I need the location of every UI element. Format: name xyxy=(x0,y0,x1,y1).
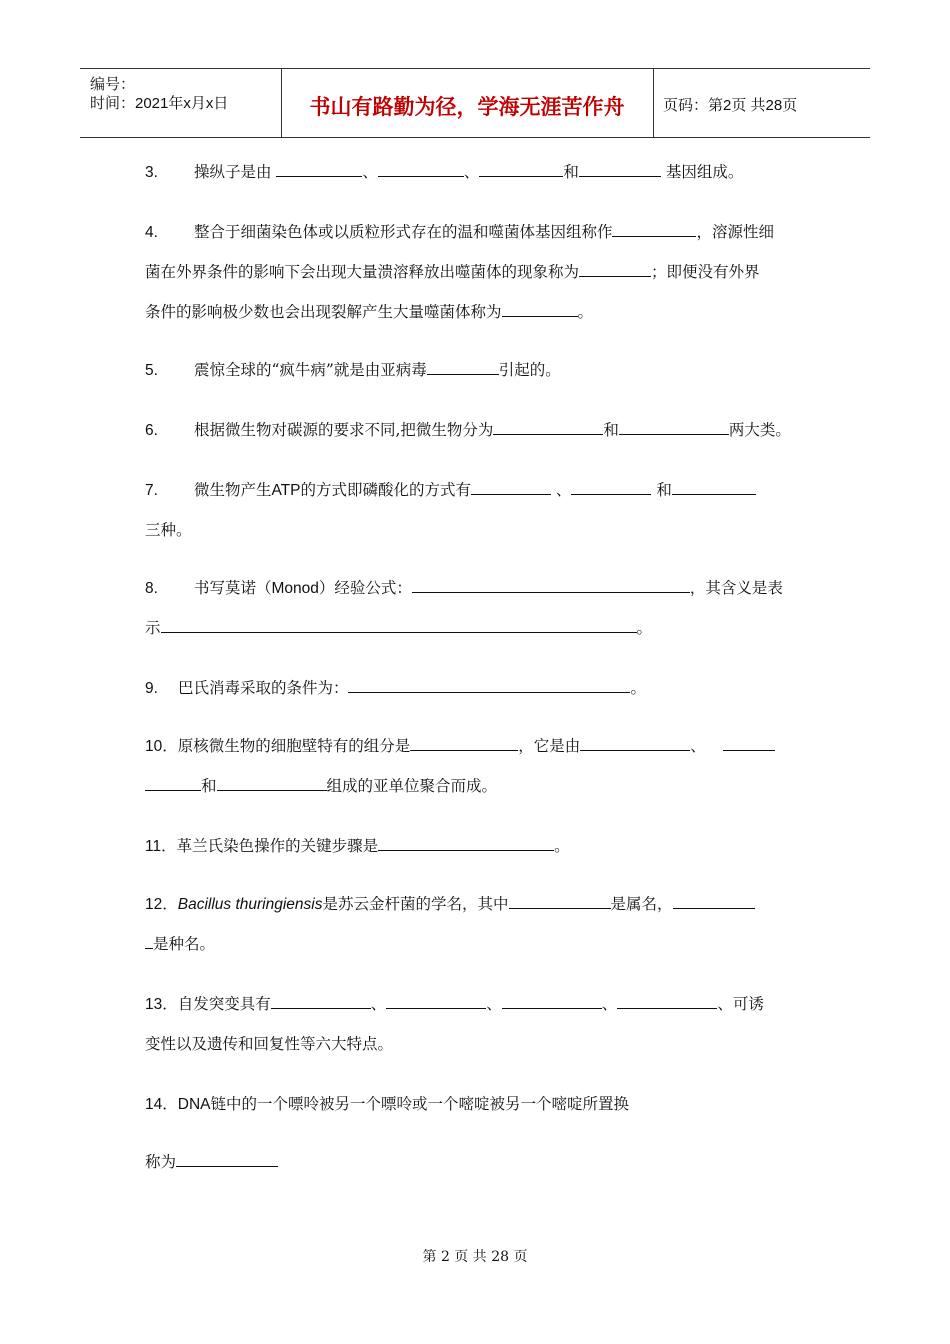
question-text: 称为 xyxy=(145,1153,177,1171)
header-left-cell xyxy=(80,69,282,137)
answer-blank[interactable] xyxy=(145,776,201,791)
conjunction: 和 xyxy=(201,777,217,795)
latin-name: Bacillus thuringiensis xyxy=(177,896,323,913)
answer-blank[interactable] xyxy=(579,162,661,177)
question-text: 两大类。 xyxy=(728,421,791,439)
question-10-line-1 xyxy=(145,736,775,757)
question-13-line-2 xyxy=(145,1034,393,1054)
question-text: 链中的一个嘌呤被另一个嘌呤或一个嘧啶被另一个嘧啶所置换 xyxy=(210,1095,629,1113)
answer-blank[interactable] xyxy=(161,618,637,633)
question-text: 条件的影响极少数也会出现裂解产生大量噬菌体称为 xyxy=(145,303,502,321)
question-text: 变性以及遗传和回复性等六大特点。 xyxy=(145,1035,394,1053)
answer-blank[interactable] xyxy=(612,222,696,237)
question-text: 是苏云金杆菌的学名，其中 xyxy=(322,895,509,913)
question-number: 11． xyxy=(145,838,177,855)
separator: 、 xyxy=(486,995,502,1013)
answer-blank[interactable] xyxy=(579,262,651,277)
answer-blank[interactable] xyxy=(386,994,486,1009)
conjunction: 和 xyxy=(563,163,579,181)
answer-blank[interactable] xyxy=(580,736,690,751)
question-text: ）经验公式： xyxy=(318,579,412,597)
question-text: 革兰氏染色操作的关键步骤是 xyxy=(176,837,379,855)
separator: 、 xyxy=(690,737,706,755)
question-11 xyxy=(145,836,570,857)
question-text: ，其含义是表 xyxy=(689,579,783,597)
question-10-line-2 xyxy=(145,776,497,796)
question-text: 震惊全球的“疯牛病”就是由亚病毒 xyxy=(193,361,427,379)
serial-label: 编号： xyxy=(90,76,136,93)
question-number: 14． xyxy=(145,1096,178,1113)
answer-blank[interactable] xyxy=(571,480,651,495)
answer-blank[interactable] xyxy=(509,894,611,909)
question-text: 组成的亚单位聚合而成。 xyxy=(326,777,498,795)
question-text: 巴氏消毒采取的条件为： xyxy=(177,679,349,697)
separator: 、 xyxy=(362,163,378,181)
question-3 xyxy=(145,162,743,183)
question-text: ，溶源性细 xyxy=(696,223,774,241)
term-monod: Monod xyxy=(271,580,319,597)
question-number: 6. xyxy=(145,422,158,439)
question-text: 三种。 xyxy=(145,521,192,539)
question-number: 7. xyxy=(145,482,158,499)
answer-blank[interactable] xyxy=(276,162,362,177)
question-text: 的方式即磷酸化的方式有 xyxy=(300,481,471,499)
answer-blank[interactable] xyxy=(493,420,603,435)
question-4-line-1 xyxy=(145,222,774,243)
question-number: 13． xyxy=(145,996,178,1013)
question-number: 10． xyxy=(145,738,178,755)
question-number: 8. xyxy=(145,580,158,597)
answer-blank[interactable] xyxy=(723,736,775,751)
header-motto-cell xyxy=(281,69,654,137)
question-text: 、可诱 xyxy=(717,995,764,1013)
question-7-line-2 xyxy=(145,520,192,540)
answer-blank[interactable] xyxy=(427,360,499,375)
answer-blank[interactable] xyxy=(412,578,690,593)
question-13-line-1 xyxy=(145,994,764,1015)
question-5 xyxy=(145,360,561,381)
page-info: 页码：第2页 共28页 xyxy=(663,97,798,114)
question-8-line-2 xyxy=(145,618,652,638)
question-text: 自发突变具有 xyxy=(177,995,271,1013)
question-14-line-1 xyxy=(145,1094,629,1115)
question-6 xyxy=(145,420,791,441)
question-text: 菌在外界条件的影响下会出现大量溃溶释放出噬菌体的现象称为 xyxy=(145,263,580,281)
answer-blank[interactable] xyxy=(176,1152,278,1167)
question-number: 12． xyxy=(145,896,178,913)
question-text: 是属名， xyxy=(610,895,673,913)
answer-blank[interactable] xyxy=(145,934,153,949)
answer-blank[interactable] xyxy=(378,162,464,177)
answer-blank[interactable] xyxy=(619,420,729,435)
question-text: 原核微生物的细胞壁特有的组分是 xyxy=(177,737,411,755)
question-text-end: 基因组成。 xyxy=(665,163,744,181)
separator: 、 xyxy=(601,995,618,1013)
question-number: 4. xyxy=(145,224,158,241)
answer-blank[interactable] xyxy=(217,776,327,791)
answer-blank[interactable] xyxy=(672,480,756,495)
question-number: 5. xyxy=(145,362,158,379)
question-14-line-2 xyxy=(145,1152,278,1172)
question-text: 书写莫诺（ xyxy=(193,579,272,597)
answer-blank[interactable] xyxy=(471,480,551,495)
page-footer: 第 2 页 共 28 页 xyxy=(422,1249,528,1265)
question-text: 。 xyxy=(577,303,594,321)
separator: 、 xyxy=(555,481,572,499)
question-text: ；即便没有外界 xyxy=(651,263,760,281)
question-text: 。 xyxy=(554,837,570,855)
term-atp: ATP xyxy=(271,482,301,499)
header-page-cell xyxy=(653,69,870,137)
question-7-line-1 xyxy=(145,480,756,501)
answer-blank[interactable] xyxy=(502,302,578,317)
answer-blank[interactable] xyxy=(502,994,602,1009)
question-text: 根据微生物对碳源的要求不同,把微生物分为 xyxy=(193,421,494,439)
conjunction: 和 xyxy=(656,481,672,499)
answer-blank[interactable] xyxy=(378,836,554,851)
answer-blank[interactable] xyxy=(410,736,518,751)
term-dna: DNA xyxy=(177,1096,211,1113)
question-4-line-2 xyxy=(145,262,760,282)
answer-blank[interactable] xyxy=(479,162,563,177)
question-text: 是种名。 xyxy=(153,935,216,953)
question-text: 微生物产生 xyxy=(193,481,272,499)
question-4-line-3 xyxy=(145,302,593,322)
question-text: 操纵子是由 xyxy=(193,163,272,181)
question-number: 9. xyxy=(145,680,158,697)
question-9 xyxy=(145,678,646,699)
conjunction: 和 xyxy=(603,421,619,439)
question-text: 。 xyxy=(636,619,653,637)
page-header xyxy=(80,68,870,138)
answer-blank[interactable] xyxy=(271,994,371,1009)
question-text: 整合于细菌染色体或以质粒形式存在的温和噬菌体基因组称作 xyxy=(193,223,613,241)
question-text: ，它是由 xyxy=(518,737,581,755)
answer-blank[interactable] xyxy=(617,994,717,1009)
answer-blank[interactable] xyxy=(673,894,755,909)
separator: 、 xyxy=(370,995,387,1013)
question-text: 示 xyxy=(145,619,161,637)
question-number: 3. xyxy=(145,164,158,181)
answer-blank[interactable] xyxy=(348,678,630,693)
motto: 书山有路勤为径，学海无涯苦作舟 xyxy=(309,95,625,119)
time-label: 时间：2021年x月x日 xyxy=(90,95,229,112)
question-12-line-1 xyxy=(145,894,755,915)
question-8-line-1 xyxy=(145,578,783,599)
separator: 、 xyxy=(463,163,480,181)
question-text: 引起的。 xyxy=(498,361,561,379)
question-12-line-2 xyxy=(145,934,215,954)
question-text: 。 xyxy=(630,679,646,697)
